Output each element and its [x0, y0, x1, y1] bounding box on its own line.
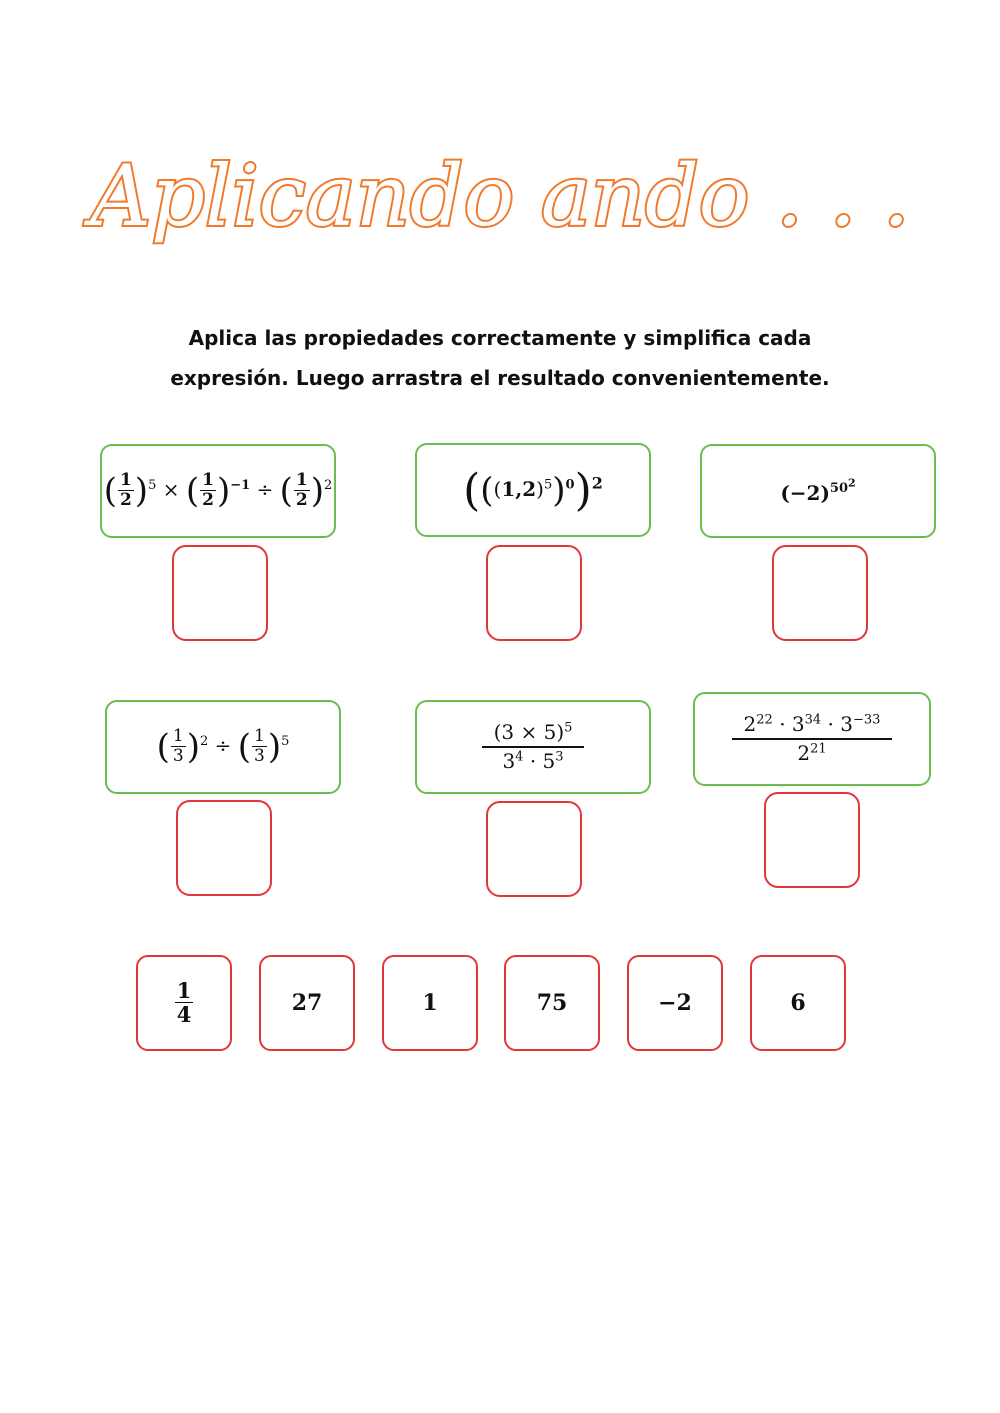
answer-value: 75	[536, 990, 568, 1016]
fraction-denominator: 2	[202, 490, 214, 511]
times-operator: ×	[162, 477, 180, 502]
drop-zone-1[interactable]	[172, 545, 268, 641]
denominator-base: 2	[797, 741, 811, 765]
denominator-base: 3	[502, 749, 516, 773]
answer-value: 1	[422, 990, 438, 1016]
answer-denominator: 4	[176, 1001, 192, 1027]
exponent: 5	[281, 733, 290, 749]
dot-operator: ·	[779, 712, 786, 736]
exponent: 2	[848, 477, 856, 490]
expression-5	[481, 721, 586, 773]
divide-operator: ÷	[256, 477, 274, 502]
expression-4: ( $\frac{1}{3}$ )$^2$ ÷ ( $\frac{1}{3}$ )$^5$	[156, 726, 290, 767]
drop-zone-2[interactable]	[486, 545, 582, 641]
fraction-numerator: 1	[172, 726, 184, 747]
page-title	[90, 125, 910, 265]
exponent: 22	[756, 712, 773, 728]
expression-2: $(((1,2)^5)^0)^2$	[463, 464, 603, 516]
exponent: −1	[230, 477, 251, 493]
answer-tile-27[interactable]	[259, 955, 355, 1051]
exponent: 3	[555, 749, 564, 765]
exponent: 0	[565, 476, 575, 492]
exponent: 5	[543, 476, 553, 492]
fraction-numerator: 1	[202, 470, 214, 491]
exponent: 5	[829, 481, 839, 497]
numerator-base: 3	[840, 712, 853, 736]
exponent: 2	[199, 733, 209, 749]
exponent: 21	[810, 741, 827, 757]
answer-tile-75[interactable]	[504, 955, 600, 1051]
instructions	[140, 318, 860, 398]
fraction-denominator: 3	[254, 746, 265, 767]
drop-zone-3[interactable]	[772, 545, 868, 641]
answer-tile-6[interactable]	[750, 955, 846, 1051]
exponent: 4	[515, 749, 524, 765]
expression-card-4	[105, 700, 341, 794]
numerator-base: 3	[791, 712, 805, 736]
title-text: Aplicando ando . . .	[90, 147, 910, 245]
denominator-base: 5	[542, 749, 556, 773]
dot-operator: ·	[529, 749, 537, 773]
exponent: 2	[591, 472, 603, 492]
expression-card-5	[415, 700, 651, 794]
answer-tile-1[interactable]	[382, 955, 478, 1051]
instructions-line-2: expresión. Luego arrastra el resultado convenientemente.	[170, 366, 830, 390]
expression-card-1	[100, 444, 336, 538]
expression-card-3	[700, 444, 936, 538]
expression-6	[731, 713, 894, 765]
title-graphic	[90, 125, 910, 265]
drop-zone-5[interactable]	[486, 801, 582, 897]
divide-operator: ÷	[214, 733, 232, 758]
exponent: 34	[804, 712, 822, 728]
answer-numerator: 1	[176, 977, 192, 1003]
answer-value: 6	[790, 990, 806, 1016]
answer-value: −2	[658, 990, 692, 1016]
expression-card-6	[693, 692, 931, 786]
dot-operator: ·	[827, 712, 834, 736]
base: 1,2	[501, 476, 537, 501]
fraction-denominator: 2	[119, 490, 132, 511]
fraction-numerator: 1	[295, 470, 308, 491]
exponent: 0	[838, 481, 849, 497]
answer-tile-minus-2[interactable]	[627, 955, 723, 1051]
answer-value: 27	[291, 990, 323, 1016]
numerator-base: (3 × 5)	[493, 720, 565, 744]
base: (−2)	[780, 480, 830, 505]
fraction-denominator: 2	[295, 490, 308, 511]
drop-zone-6[interactable]	[764, 792, 860, 888]
expression-1: ( $\frac{1}{2}$ )$^5$ × ( $\frac{1}{2}$ )$^{-1}$ ÷ ( $\frac{1}{2}$ )$^2$	[103, 470, 333, 511]
exponent: −33	[853, 712, 881, 728]
numerator-base: 2	[743, 712, 757, 736]
fraction-numerator: 1	[254, 726, 265, 747]
exponent: 2	[324, 477, 333, 493]
exponent: 5	[564, 720, 573, 736]
expression-card-2	[415, 443, 651, 537]
expression-3	[780, 477, 855, 505]
fraction-numerator: 1	[119, 470, 132, 491]
fraction-denominator: 3	[172, 746, 184, 767]
instructions-line-1: Aplica las propiedades correctamente y simplifica cada	[188, 326, 812, 350]
exponent: 5	[148, 477, 157, 493]
drop-zone-4[interactable]	[176, 800, 272, 896]
answer-tile-one-quarter[interactable]	[136, 955, 232, 1051]
